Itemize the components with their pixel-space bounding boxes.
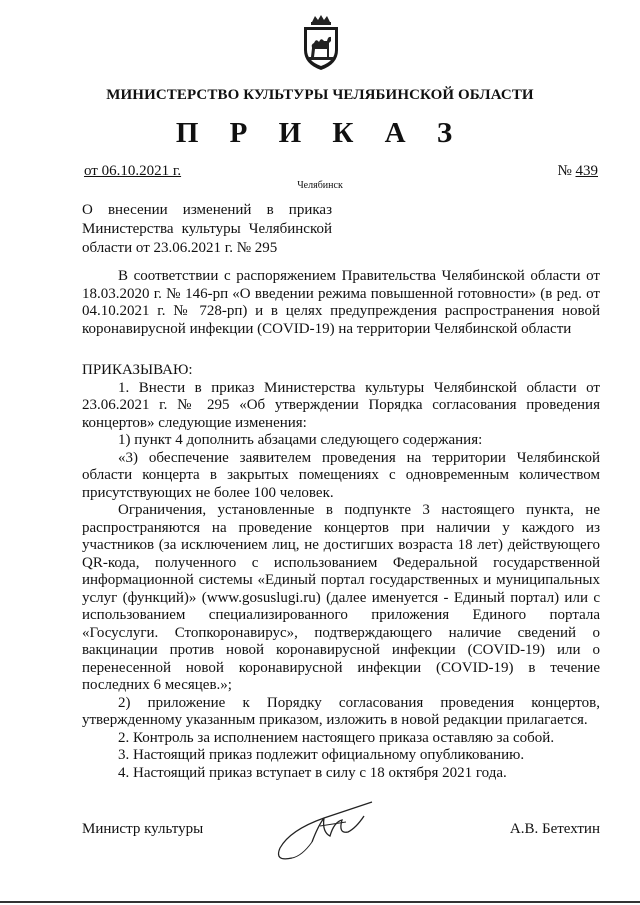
document-title: П Р И К А З [175, 117, 465, 149]
item-3: 3. Настоящий приказ подлежит официальному опубликованию. [118, 747, 525, 763]
signer-position: Министр культуры [82, 821, 204, 837]
item-2: 2. Контроль за исполнением настоящего приказа оставляю за собой. [118, 729, 555, 746]
number-sign: № [557, 163, 572, 179]
signer-name: А.В. Бетехтин [509, 821, 600, 837]
item-4: 4. Настоящий приказ вступает в силу с 18 октября 2021 года. [118, 764, 507, 781]
order-subject: О внесении изменений в приказ Министерства культуры Челябинской области от 23.06.2021 г. № 295 [82, 202, 332, 256]
item-1-quote-paragraph-2: Ограничения, установленные в подпункте 3 настоящего пункта, не распространяются на проведение концертов при наличии у каждого из участников (за исключением лиц, не достигших возраста 18 лет) действующего QR-кода, полученного с использованием Федеральной государственной информационной системы «Единый портал государственных и муниципальных услуг (функций)» (www.gosuslugi.ru) (далее именуется - Единый портал) или с использованием специализированного приложения Единого портала «Госуслуги. Стопкоронавирус», подтверждающего наличие сведений о вакцинации против новой коронавирусной инфекции (COVID-19) или о перенесенной новой коронавирусной инфекции (COVID-19) в течение последних 6 месяцев.»; [82, 502, 600, 693]
item-1-subitem-1: 1) пункт 4 дополнить абзацами следующего содержания: [118, 432, 483, 448]
order-number [557, 163, 598, 180]
city-name: Челябинск [297, 180, 343, 191]
order-keyword: ПРИКАЗЫВАЮ: [82, 362, 193, 378]
order-body [82, 268, 600, 782]
item-1: 1. Внести в приказ Министерства культуры Челябинской области от 23.06.2021 г. № 295 «Об утверждении Порядка согласования проведения концертов» следующие изменения: [82, 379, 600, 431]
preamble-paragraph: В соответствии с распоряжением Правительства Челябинской области от 18.03.2020 г. № 146-рп «О введении режима повышенной готовности» (в ред. от 04.10.2021 г. № 728-рп) и в целях предупреждения распространения новой коронавирусной инфекции (COVID-19) на территории Челябинской области [82, 268, 600, 337]
item-1-subitem-2: 2) приложение к Порядку согласования проведения концертов, утвержденному указанным приказом, изложить в новой редакции прилагается. [82, 694, 600, 728]
ministry-name: МИНИСТЕРСТВО КУЛЬТУРЫ ЧЕЛЯБИНСКОЙ ОБЛАСТИ [106, 87, 534, 103]
coat-of-arms-icon [298, 14, 344, 72]
order-date: от 06.10.2021 г. [84, 163, 182, 179]
number-value: 439 [575, 163, 598, 179]
handwritten-signature [272, 796, 382, 870]
item-1-quote-paragraph-1: «3) обеспечение заявителем проведения на территории Челябинской области концерта в закрытых помещениях с одновременным количеством присутствующих не более 100 человек. [82, 449, 600, 501]
page-bottom-edge [0, 901, 640, 903]
